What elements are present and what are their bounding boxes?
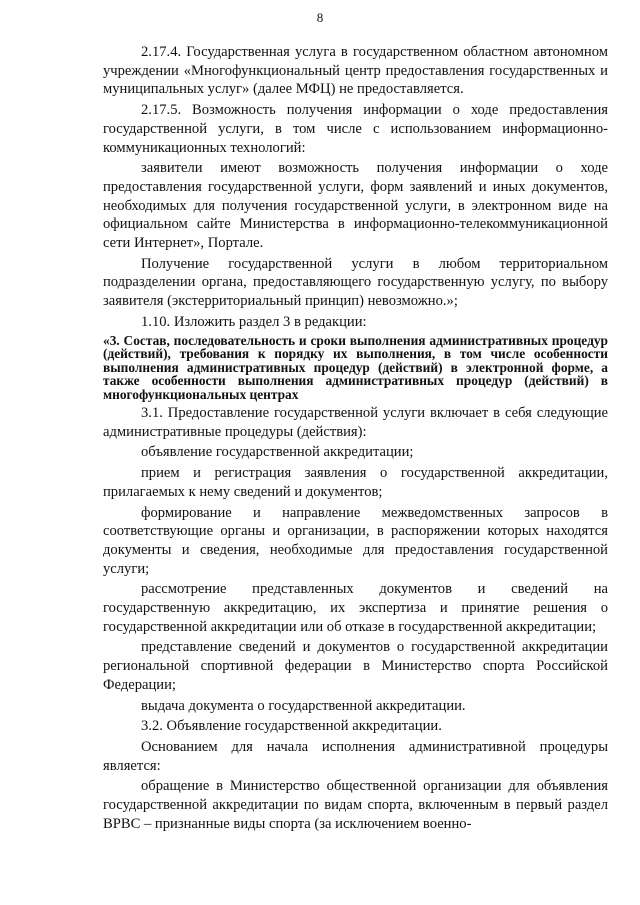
list-item-reception: прием и регистрация заявления о государственной аккредитации, прилагаемых к нему сведений и документов; xyxy=(103,465,608,500)
document-body xyxy=(103,43,608,836)
list-item-review: рассмотрение представленных документов и сведений на государственную аккредитацию, их экспертиза и принятие решения о государственной аккредитации или об отказе в государственной аккредитации; xyxy=(103,581,608,635)
paragraph-extraterritorial: Получение государственной услуги в любом территориальном подразделении органа, предоставляющего государственную услугу, по выбору заявителя (экстерриториальный принцип) невозможно.»; xyxy=(103,255,608,310)
list-item-requests: формирование и направление межведомственных запросов в соответствующие органы и организации, в распоряжении которых находятся документы и сведения, необходимые для предоставления государственной услуги; xyxy=(103,504,608,577)
paragraph-1-10: 1.10. Изложить раздел 3 в редакции: xyxy=(141,313,367,330)
section-3-heading: «3. Состав, последовательность и сроки выполнения административных процедур (действий), требования к порядку их выполнения, в том числе особенности выполнения административных процедур (действий) в электронной форме, а также особенности выполнения административных процедур (действий) в многофункциональных центрах xyxy=(103,332,608,402)
paragraph-2-17-5: 2.17.5. Возможность получения информации о ходе предоставления государственной услуги, в том числе с использованием информационно-коммуникационных технологий: xyxy=(103,102,608,156)
paragraph-3-1: 3.1. Предоставление государственной услуги включает в себя следующие административные процедуры (действия): xyxy=(103,405,608,440)
list-item-submission: представление сведений и документов о государственной аккредитации региональной спортивной федерации в Министерство спорта Российской Федерации; xyxy=(103,639,608,693)
paragraph-basis: Основанием для начала исполнения административной процедуры является: xyxy=(103,739,608,774)
paragraph-appeal: обращение в Министерство общественной организации для объявления государственной аккредитации по видам спорта, включенным в первый раздел ВРВС – признанные виды спорта (за исключением военно- xyxy=(103,778,608,832)
paragraph-applicants-info: заявители имеют возможность получения информации о ходе предоставления государственной услуги, форм заявлений и иных документов, необходимых для получения государственной услуги, в электронном виде на официальном сайте Министерства в информационно-телекоммуникационной сети Интернет», Портале. xyxy=(103,160,608,252)
list-item-issuance: выдача документа о государственной аккредитации. xyxy=(141,697,466,714)
list-item-announcement: объявление государственной аккредитации; xyxy=(141,444,414,461)
paragraph-2-17-4: 2.17.4. Государственная услуга в государственном областном автономном учреждении «Многофункциональный центр предоставления государственных и муниципальных услуг» (далее МФЦ) не предоставляется. xyxy=(103,44,608,98)
page-number: 8 xyxy=(316,10,324,25)
paragraph-3-2: 3.2. Объявление государственной аккредитации. xyxy=(141,718,442,735)
